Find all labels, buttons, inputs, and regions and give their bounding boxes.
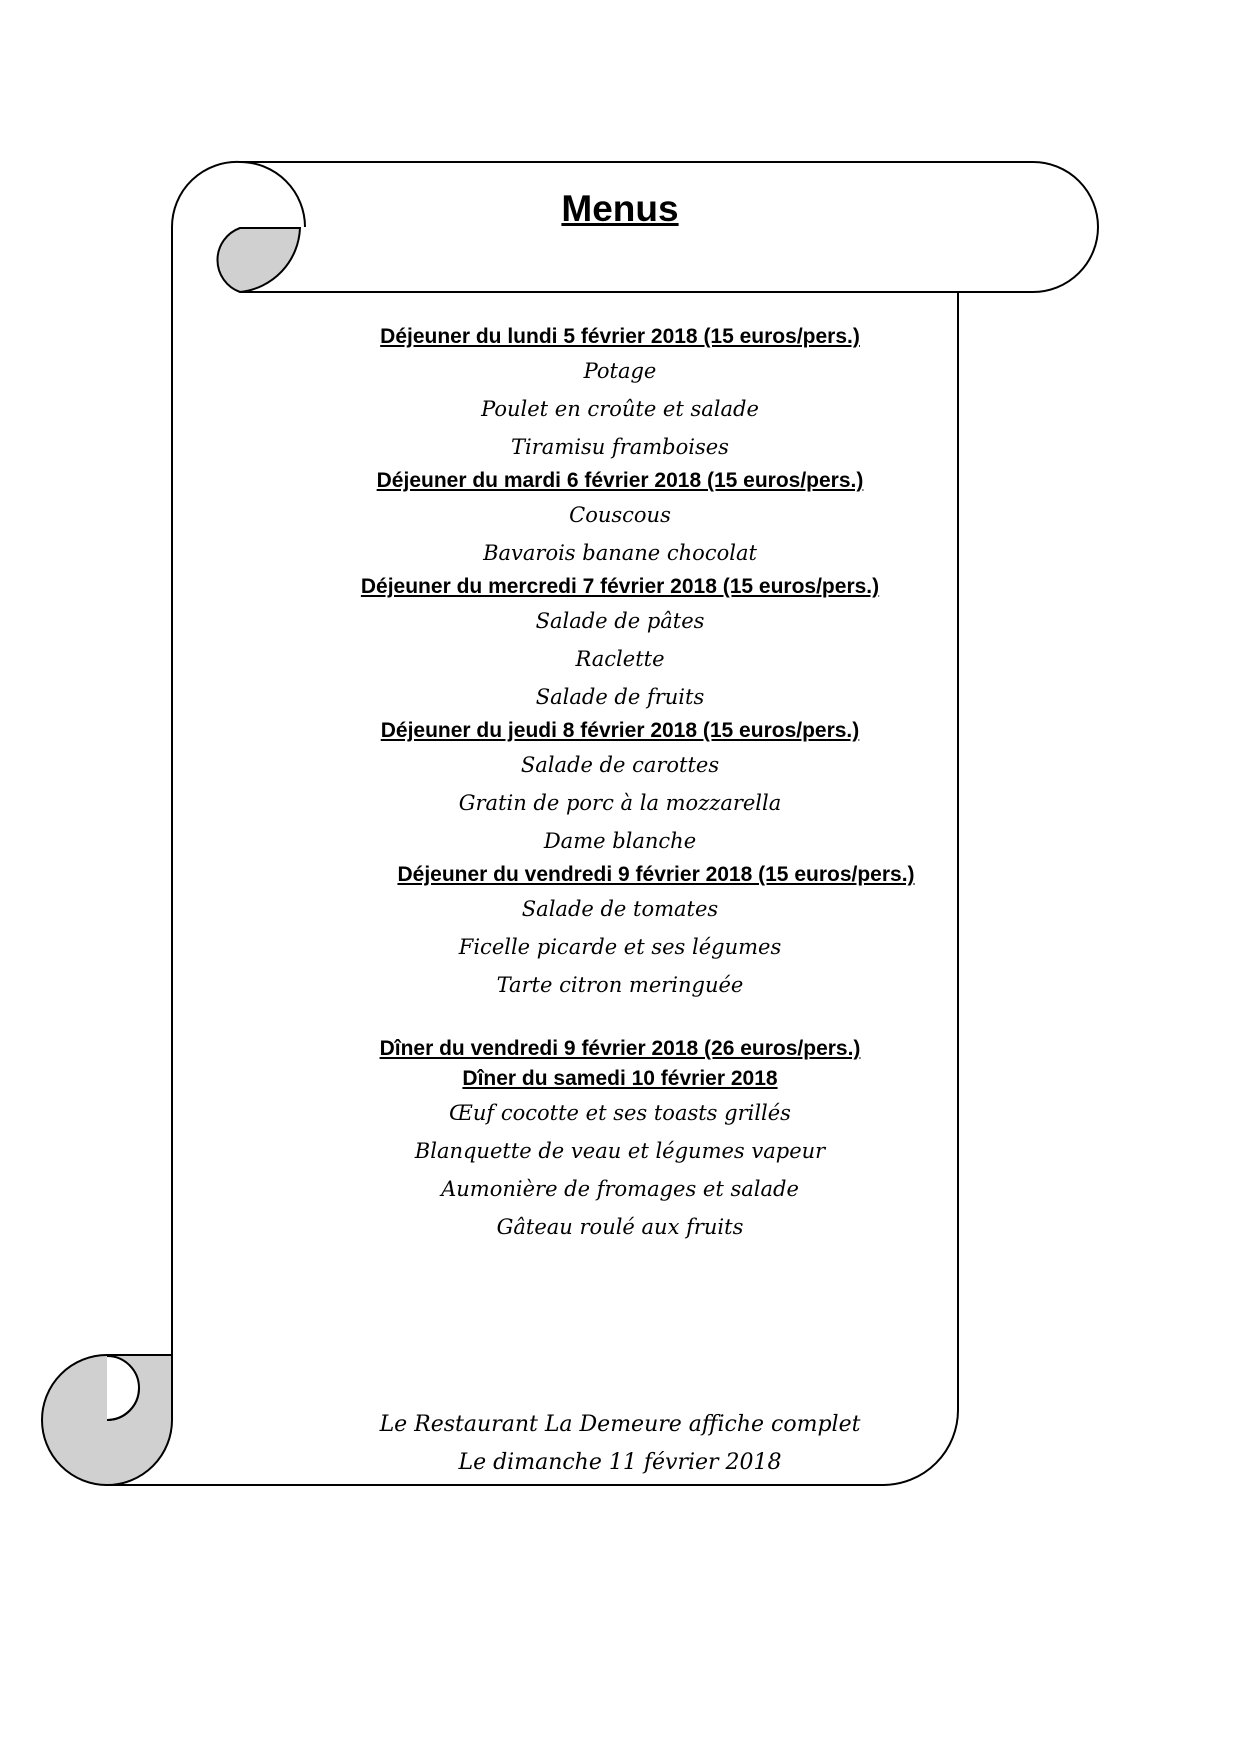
- menu-heading: Déjeuner du mercredi 7 février 2018 (15 euros/pers.): [360, 575, 880, 598]
- menu-dish: Poulet en croûte et salade: [481, 397, 759, 421]
- menu-dish: Tarte citron meringuée: [496, 973, 744, 997]
- page-title: Menus: [561, 188, 679, 229]
- footer-line: Le Restaurant La Demeure affiche complet: [379, 1412, 861, 1437]
- menu-dish: Dame blanche: [543, 829, 697, 853]
- footer-note: [290, 1406, 950, 1482]
- dinner-dish: Aumonière de fromages et salade: [441, 1177, 799, 1201]
- menu-dish: Salade de pâtes: [535, 609, 705, 633]
- menu-dish: Tiramisu framboises: [511, 435, 729, 459]
- menu-dish: Salade de fruits: [535, 685, 705, 709]
- menu-dish: Salade de carottes: [520, 753, 720, 777]
- menu-dish: Bavarois banane chocolat: [483, 541, 757, 565]
- menu-dish: Ficelle picarde et ses légumes: [458, 935, 782, 959]
- menu-dish: Gratin de porc à la mozzarella: [458, 791, 782, 815]
- spacer: [290, 1004, 950, 1034]
- menu-dish: Potage: [583, 359, 657, 383]
- menu-dish: Couscous: [569, 503, 671, 527]
- menu-heading: Déjeuner du vendredi 9 février 2018 (15 euros/pers.): [397, 863, 915, 886]
- menu-heading: Déjeuner du jeudi 8 février 2018 (15 euros/pers.): [380, 719, 860, 742]
- dinner-heading: Dîner du vendredi 9 février 2018 (26 euros/pers.): [379, 1037, 861, 1060]
- footer-line: Le dimanche 11 février 2018: [458, 1450, 782, 1475]
- dinner-dish: Gâteau roulé aux fruits: [496, 1215, 744, 1239]
- menu-dish: Salade de tomates: [521, 897, 719, 921]
- menu-dish: Raclette: [575, 647, 665, 671]
- menu-heading: Déjeuner du mardi 6 février 2018 (15 euros/pers.): [376, 469, 864, 492]
- menu-heading: Déjeuner du lundi 5 février 2018 (15 euros/pers.): [380, 325, 860, 348]
- menu-list: [290, 322, 950, 1246]
- dinner-dish: Œuf cocotte et ses toasts grillés: [449, 1101, 791, 1125]
- dinner-dish: Blanquette de veau et légumes vapeur: [414, 1139, 826, 1163]
- dinner-heading: Dîner du samedi 10 février 2018: [462, 1067, 778, 1090]
